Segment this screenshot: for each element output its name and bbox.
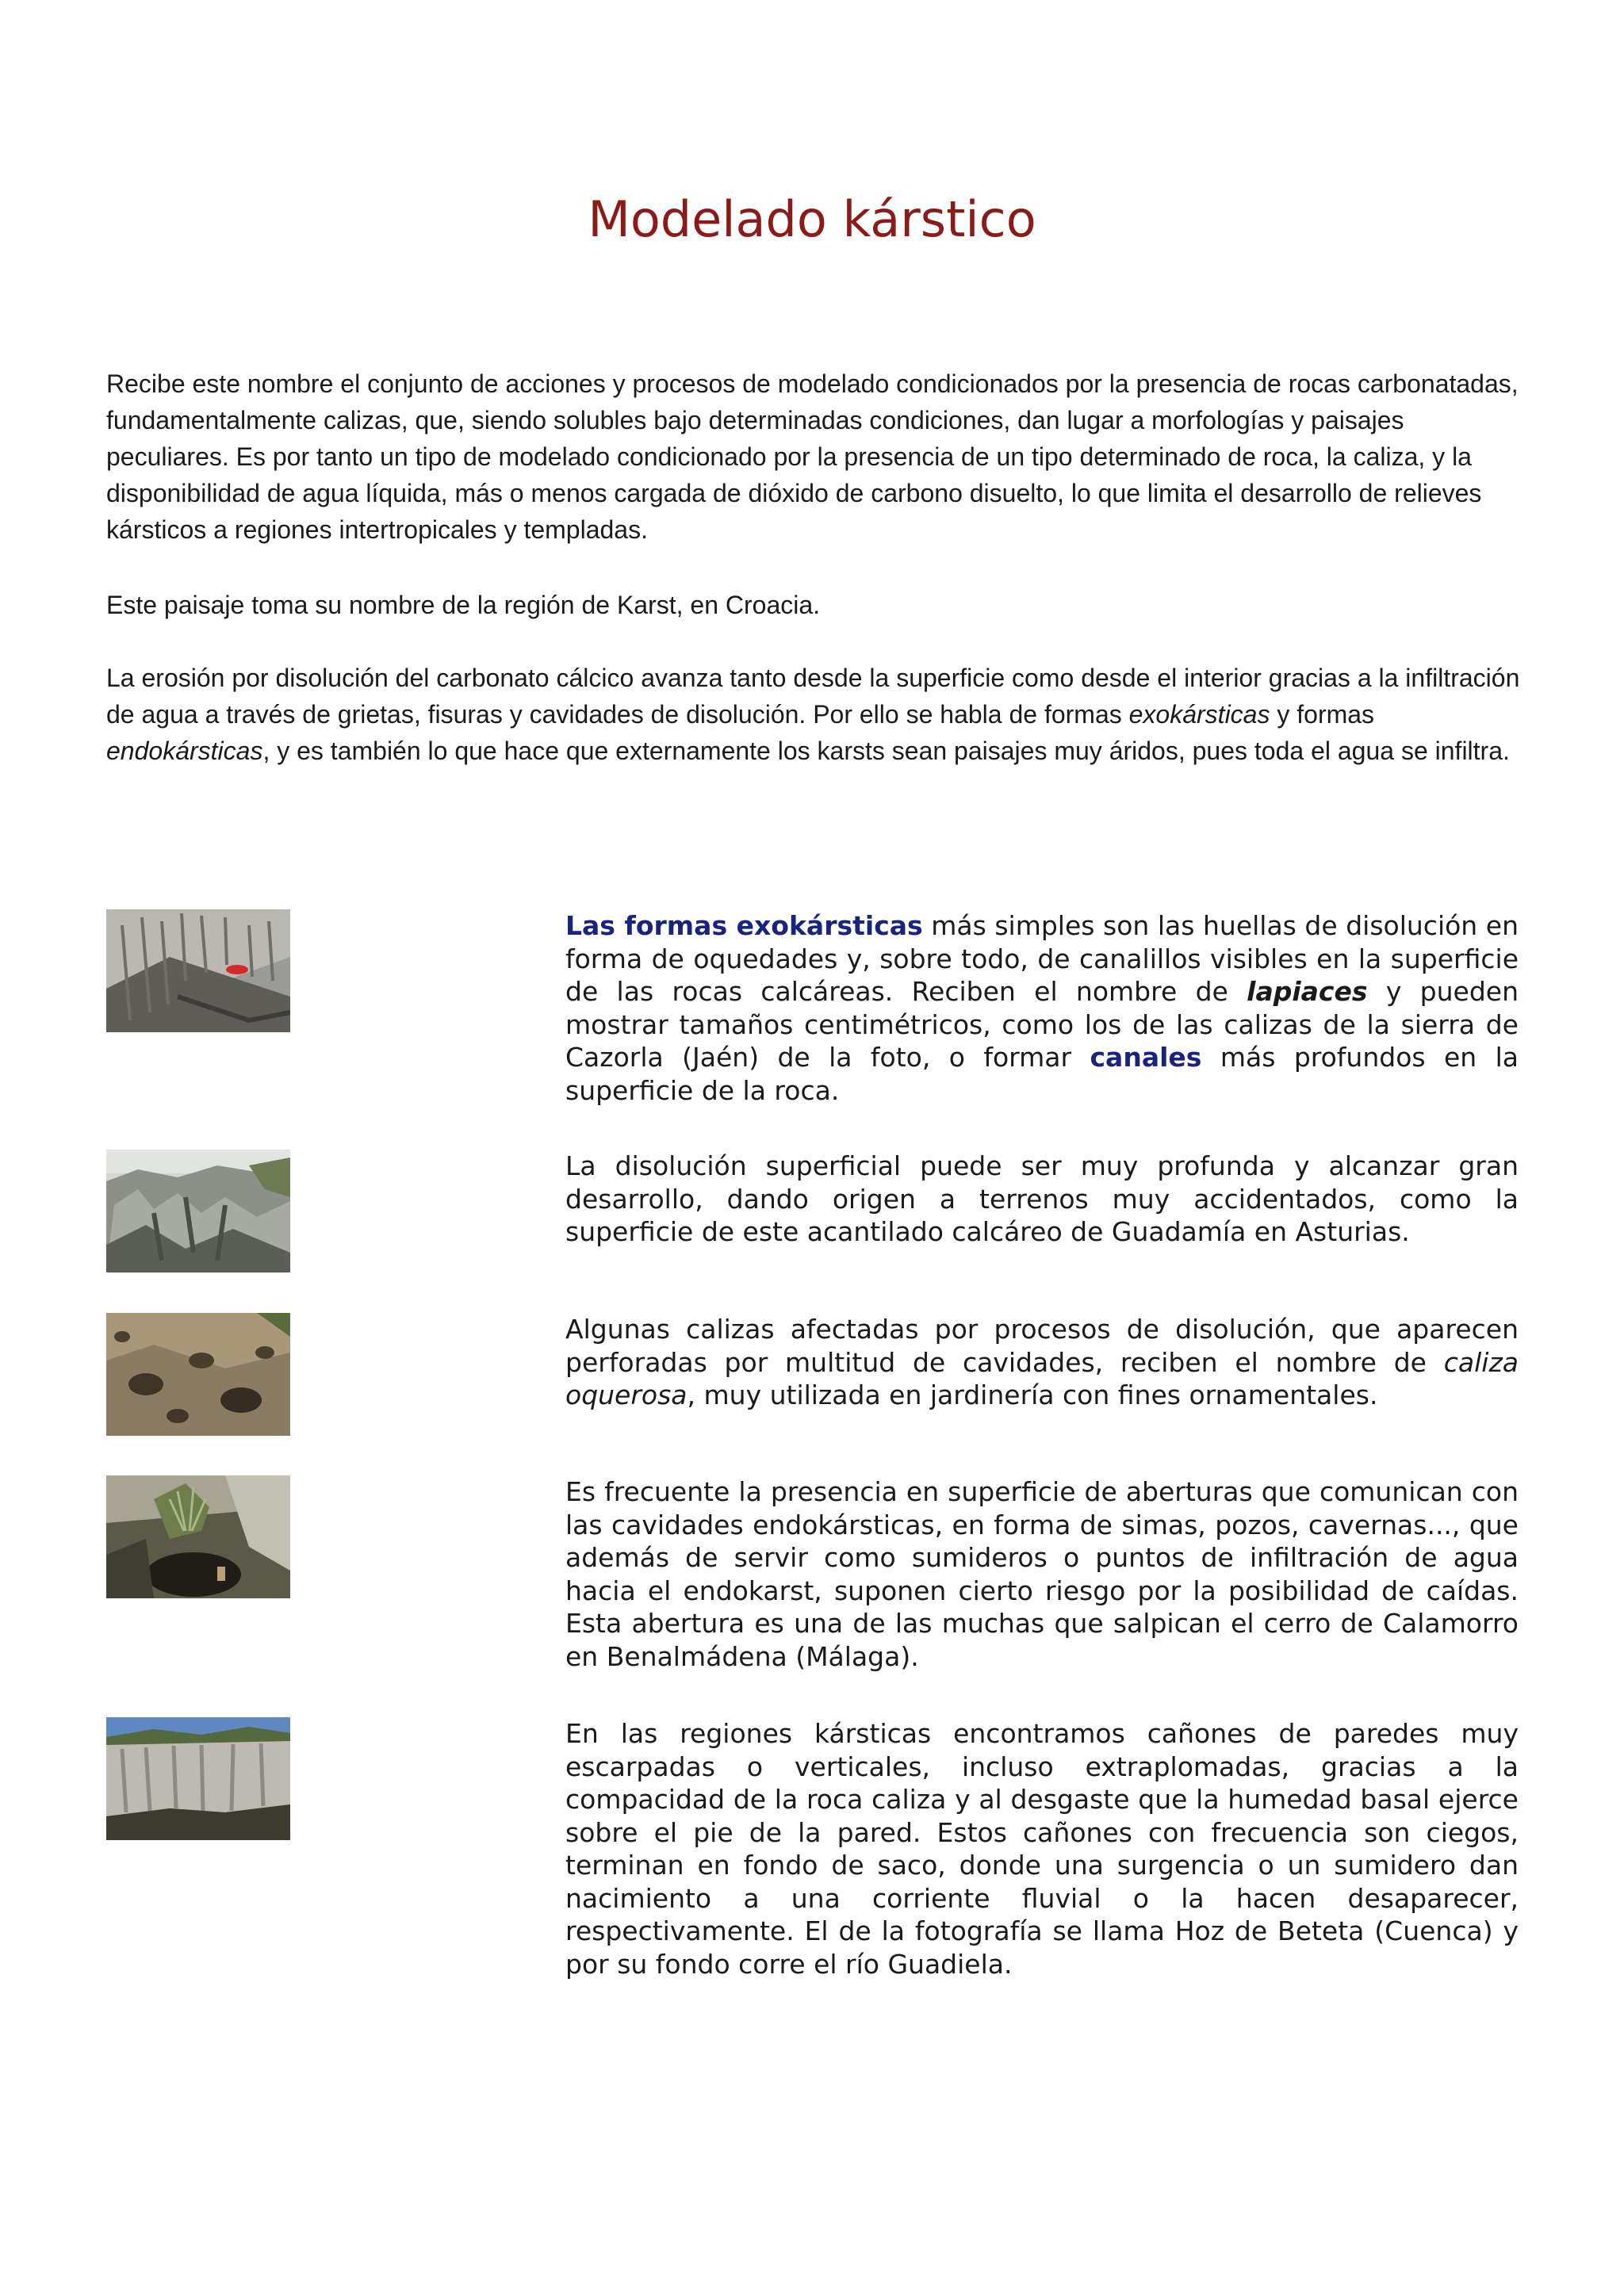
intro-p3-text-a: La erosión por disolución del carbonato cálcico avanza tanto desde la superficie como desde el interior gracias a la infiltración de agua a través de grietas, fisuras y cavidades de disolución. Por ello se habla de formas bbox=[106, 664, 1520, 729]
section-3-text-b: , muy utilizada en jardinería con fines ornamentales. bbox=[687, 1380, 1378, 1410]
page-title: Modelado kárstico bbox=[588, 190, 1036, 248]
exokarsticas-term: exokársticas bbox=[1128, 700, 1270, 729]
section-1-text-c: más profundos en la superficie de la roca. bbox=[565, 1042, 1519, 1106]
caliza-oquerosa-description bbox=[565, 1313, 1519, 1412]
sinkhole-description: Es frecuente la presencia en superficie de aberturas que comunican con las cavidades endokársticas, en forma de simas, pozos, cavernas..., que además de servir como sumideros o puntos de infiltración de agua hacia el endokarst, suponen cierto riesgo por la posibilidad de caídas. Esta abertura es una de las muchas que salpican el cerro de Calamorro en Benalmádena (Málaga). bbox=[565, 1476, 1519, 1672]
lapiaces-term: lapiaces bbox=[1247, 976, 1368, 1007]
section-3-text-a: Algunas calizas afectadas por procesos de disolución, que aparecen perforadas por multitud de cavidades, reciben el nombre de bbox=[565, 1314, 1519, 1378]
caliza-oquerosa-photo bbox=[106, 1313, 290, 1436]
intro-paragraph-1: Recibe este nombre el conjunto de acciones y procesos de modelado condicionados por la presencia de rocas carbonatadas, fundamentalmente calizas, que, siendo solubles bajo determinadas condiciones, dan lugar a morfologías y paisajes peculiares. Es por tanto un tipo de modelado condicionado por la presencia de un tipo determinado de roca, la caliza, y la disponibilidad de agua líquida, más o menos cargada de dióxido de carbono disuelto, lo que limita el desarrollo de relieves kársticos a regiones intertropicales y templadas. bbox=[106, 369, 1519, 544]
surface-dissolution-description: La disolución superficial puede ser muy profunda y alcanzar gran desarrollo, dando origen a terrenos muy accidentados, como la superficie de este acantilado calcáreo de Guadamía en Asturias. bbox=[565, 1150, 1519, 1247]
caliza-oquerosa-term: caliza oquerosa bbox=[565, 1346, 1519, 1410]
intro-paragraph-2: Este paisaje toma su nombre de la región de Karst, en Croacia. bbox=[106, 591, 821, 619]
intro-p3-text-c: , y es también lo que hace que externamente los karsts sean paisajes muy áridos, pues toda el agua se infiltra. bbox=[262, 737, 1510, 765]
intro-p3-text-b: y formas bbox=[1270, 700, 1375, 729]
endokarsticas-term: endokársticas bbox=[106, 737, 263, 765]
exokarst-forms-description bbox=[565, 909, 1519, 1107]
lapiaces-photo bbox=[106, 909, 290, 1032]
exokarst-forms-lead: Las formas exokársticas bbox=[565, 910, 923, 941]
guadamia-cliff-photo bbox=[106, 1150, 290, 1272]
section-1-text-b: y pueden mostrar tamaños centimétricos, como los de las calizas de la sierra de Cazorla (Jaén) de la foto, o formar bbox=[565, 976, 1519, 1073]
canyon-description: En las regiones kársticas encontramos cañones de paredes muy escarpadas o verticales, incluso extraplomadas, gracias a la compacidad de la roca caliza y al desgaste que la humedad basal ejerce sobre el pie de la pared. Estos cañones con frecuencia son ciegos, terminan en fondo de saco, donde una surgencia o un sumidero dan nacimiento a una corriente fluvial o la hacen desaparecer, respectivamente. El de la fotografía se llama Hoz de Beteta (Cuenca) y por su fondo corre el río Guadiela. bbox=[565, 1718, 1519, 1980]
section-1-text-a: más simples son las huellas de disolución en forma de oquedades y, sobre todo, de canalillos visibles en la superficie de las rocas calcáreas. Reciben el nombre de bbox=[565, 910, 1519, 1007]
hoz-de-beteta-photo bbox=[106, 1717, 290, 1840]
intro-paragraph-3 bbox=[106, 660, 1526, 769]
canales-term: canales bbox=[1090, 1042, 1202, 1073]
calamorro-opening-photo bbox=[106, 1475, 290, 1598]
